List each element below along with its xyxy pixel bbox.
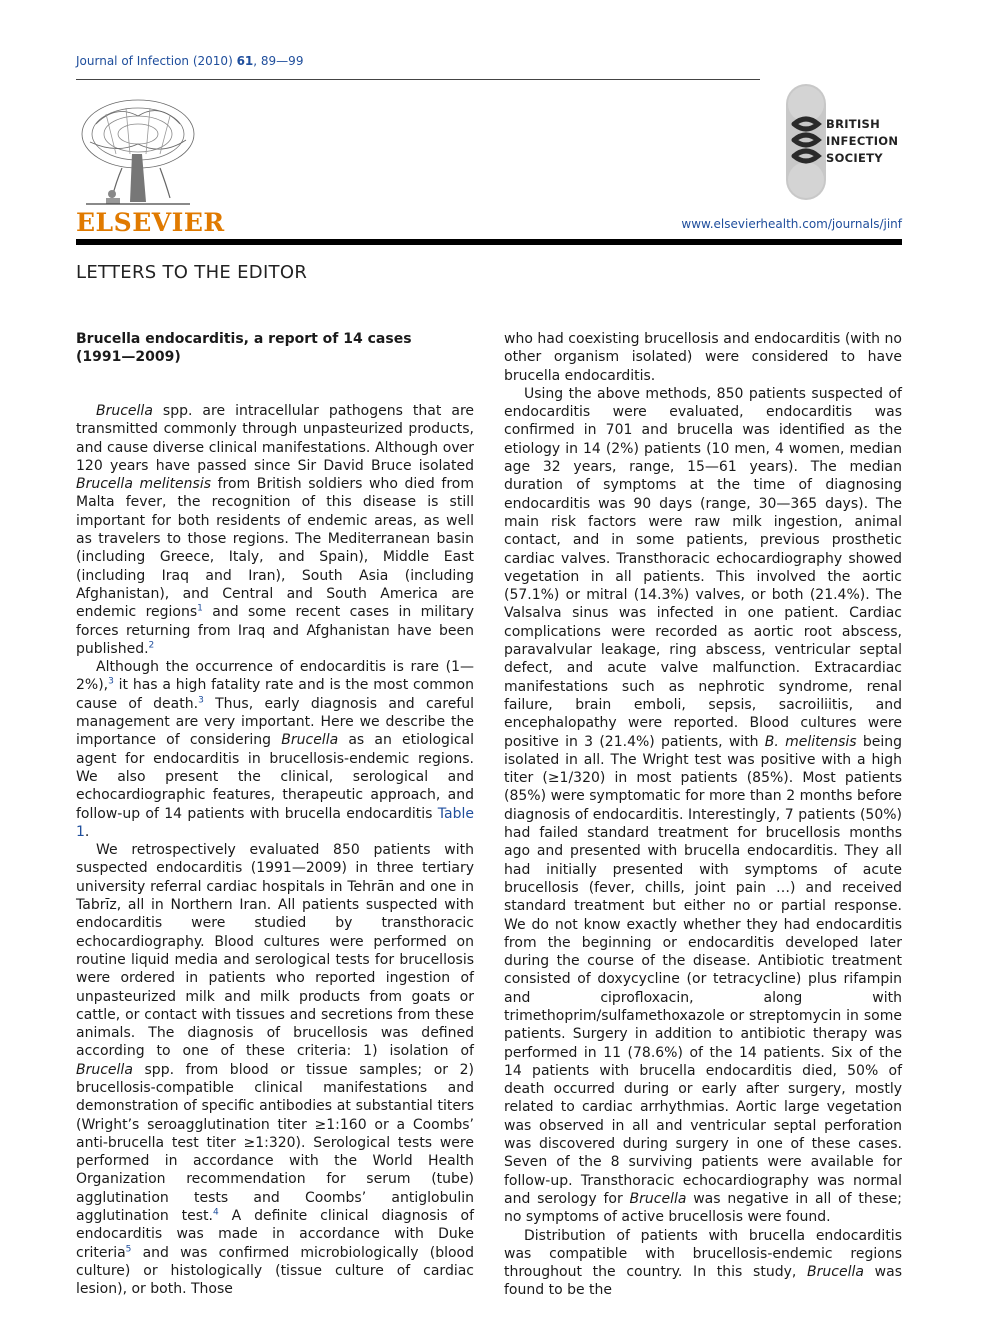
paragraph-results (504, 385, 902, 1227)
text-run: being isolated in all. The Wright test was positive with a high titer (≥1/320) in most patients (85%). Most patients (85%) were symptomatic for more than 2 months before diagnosis of endocarditis. Interestingly, 7 patients (50%) had failed standard treatment for brucellosis months ago and presented with brucella endocarditis. They all had initially presented with symptoms of acute brucellosis (fever, chills, joint pain …) and received standard treatment but either no or partial response. We do not know exactly whether they had endocarditis from the beginning or endocarditis developed later during the course of the disease. Antibiotic treatment consisted of doxycycline (or tetracycline) plus rifampin and ciprofloxacin, along with trimethoprim/sulfamethoxazole or streptomycin in some patients. Surgery in addition to antibiotic therapy was performed in 11 (78.6%) of the 14 patients. Six of the 14 patients with brucella endocarditis died, 50% of death occurred during or early after surgery, mostly related to cardiac arrhythmias. Aortic large vegetation was observed in all and ventricular septal perforation was discovered during surgery in one of these cases. Seven of the 8 surviving patients were available for follow-up. Transthoracic echocardiography was normal and serology for (504, 733, 902, 1207)
text-run: Using the above methods, 850 patients suspected of endocarditis were evaluated, endocarditis was confirmed in 701 and brucella was identified as the etiology in 14 (2%) patients (10 men, 4 women, median age 32 years, range, 15—61 years). The median duration of symptoms at the time of diagnosing endocarditis was 90 days (range, 30—365 days). The main risk factors were raw milk ingestion, animal contact, and in some patients, previous prosthetic cardiac valves. Transthoracic echocardiography showed vegetation in all patients. This involved the aortic (57.1%) or mitral (14.3%) valves, or both (21.4%). The Valsalva sinus was infected in one patient. Cardiac complications were recorded as aortic root abscess, paravalvular leakage, ring abscess, ventricular septal defect, and acute valve malfunction. Extracardiac manifestations such as nephrotic syndrome, renal failure, brain emboli, sepsis, sacroiliitis, and encephalopathy were reported. Blood cultures were positive in 3 (21.4%) patients, with (504, 385, 902, 750)
reference-1-link[interactable]: 1 (197, 603, 203, 614)
paragraph-occurrence (76, 658, 474, 841)
article-title-line-1: Brucella endocarditis, a report of 14 cases (76, 331, 412, 347)
reference-3-link[interactable]: 3 (108, 676, 114, 687)
text-run: Distribution of patients with brucella endocarditis was compatible with brucellosis-endemic regions throughout the country. In this study, (504, 1227, 902, 1281)
text-run: was negative in all of these; no symptoms of active brucellosis were found. (504, 1190, 902, 1226)
italic-genus: Brucella (281, 732, 339, 749)
italic-species: Brucella melitensis (76, 476, 211, 493)
left-column (76, 330, 474, 1299)
italic-genus: Brucella (629, 1190, 687, 1207)
reference-3-link[interactable]: 3 (198, 695, 204, 706)
elsevier-wordmark: ELSEVIER (76, 208, 225, 237)
italic-species: B. melitensis (764, 733, 857, 750)
header-rule (76, 79, 760, 80)
society-line-2: INFECTION (826, 134, 899, 148)
journal-citation[interactable] (76, 54, 303, 68)
text-run: We retrospectively evaluated 850 patients with suspected endocarditis (1991—2009) in three tertiary university referral cardiac hospitals in Tehrān and one in Tabrīz, all in Northern Iran. All patients suspected with endocarditis were studied by transthoracic echocardiography. Blood cultures were performed on routine liquid media and serological tests for brucellosis were ordered in patients who reported ingestion of unpasteurized milk and milk products from goats or cattle, or contact with tissues and secretions from these animals. The diagnosis of brucellosis was defined according to one of these criteria: 1) isolation of (76, 842, 474, 1060)
text-run: as an etiological agent for endocarditis in brucellosis-endemic regions. We also present the clinical, serological and echocardiographic features, therapeutic approach, and follow-up of 14 patients with brucella endocarditis (76, 732, 474, 822)
italic-genus: Brucella (96, 403, 153, 419)
paragraph-methods (76, 841, 474, 1298)
text-run: A definite clinical diagnosis of endocarditis was made in accordance with Duke criteria (76, 1208, 474, 1261)
text-run: Although the occurrence of endocarditis is rare (1—2%), (76, 659, 474, 694)
text-run: from British soldiers who died from Malta fever, the recognition of this disease is still important for both residents of endemic areas, as well as travelers to those regions. The Mediterranean basin (including Greece, Italy, and Spain), Middle East (including Iraq and Iran), South Asia (including Afghanistan), and Central and South America are endemic regions (76, 476, 474, 621)
italic-genus: Brucella (76, 1061, 133, 1078)
british-infection-society-name (826, 116, 898, 167)
table-1-link[interactable]: Table 1 (76, 805, 474, 840)
text-run: was found to be the (504, 1264, 902, 1299)
paragraph-continuation: who had coexisting brucellosis and endocarditis (with no other organism isolated) were considered to have brucella endocarditis. (504, 331, 902, 384)
text-run: Thus, early diagnosis and careful management are very important. Here we describe the importance of considering (76, 695, 475, 749)
citation-volume: 61 (236, 54, 254, 68)
article-title (76, 330, 474, 366)
article-title-line-2: (1991—2009) (76, 349, 181, 365)
reference-4-link[interactable]: 4 (213, 1207, 219, 1218)
citation-journal-year: Journal of Infection (2010) (76, 54, 233, 68)
journal-url-link[interactable]: www.elsevierhealth.com/journals/jinf (681, 217, 902, 231)
text-run: spp. are intracellular pathogens that are transmitted commonly through unpasteurized products, and cause diverse clinical manifestations. Although over 120 years have passed since Sir David Bruce isolated (76, 403, 474, 474)
text-run: spp. from blood or tissue samples; or 2) brucellosis-compatible clinical manifestations and demonstration of specific antibodies at substantial titers (Wright’s seroagglutination titer ≥1:160 or a Coombs’ anti-brucella test titer ≥1:320). Serological tests were performed in accordance with the World Health Organization recommendation for serum (tube) agglutination tests and Coombs’ antiglobulin agglutination test. (76, 1061, 474, 1225)
italic-genus: Brucella (807, 1264, 864, 1281)
society-line-1: BRITISH (826, 117, 881, 131)
right-column (504, 330, 902, 1300)
text-run: and was confirmed microbiologically (blood culture) or histologically (tissue culture of cardiac lesion), or both. Those (76, 1244, 474, 1298)
paragraph-intro (76, 402, 474, 658)
reference-5-link[interactable]: 5 (125, 1244, 132, 1254)
society-line-3: SOCIETY (826, 151, 883, 165)
reference-2-link[interactable]: 2 (148, 640, 155, 651)
header-thick-rule (76, 239, 902, 245)
text-run: it has a high fatality rate and is the most common cause of death. (76, 677, 474, 712)
paragraph-distribution (504, 1227, 902, 1300)
text-run: . (84, 823, 90, 840)
text-run: and some recent cases in military forces returning from Iraq and Afghanistan have been published. (76, 604, 475, 657)
citation-pages: , 89—99 (253, 54, 304, 68)
section-title: LETTERS TO THE EDITOR (76, 262, 308, 283)
